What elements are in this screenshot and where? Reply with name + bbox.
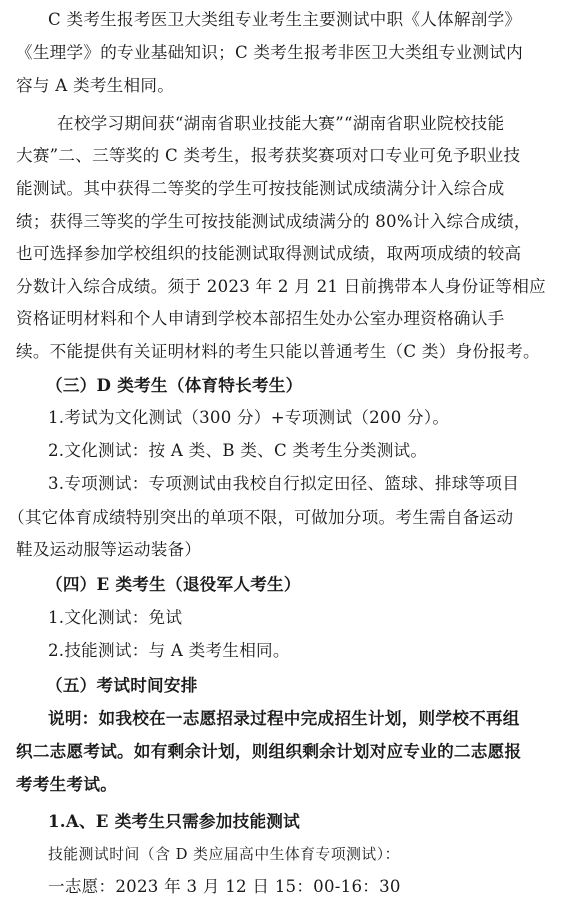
paragraph-line: 容与 A 类考生相同。 bbox=[16, 76, 175, 95]
paragraph-line: C 类考生报考医卫大类组专业考生主要测试中职《人体解剖学》 bbox=[48, 10, 522, 29]
paragraph-line: （其它体育成绩特别突出的单项不限，可做加分项。考生需自备运动 bbox=[8, 508, 514, 527]
schedule-label: 技能测试时间（含 D 类应届高中生体育专项测试）： bbox=[48, 846, 400, 863]
paragraph-line: 资格证明材料和个人申请到学校本部招生处办公室办理资格确认手 bbox=[16, 309, 505, 328]
paragraph-line: 大赛”二、三等奖的 C 类考生，报考获奖赛项对口专业可免予职业技 bbox=[16, 146, 521, 165]
note-line: 说明：如我校在一志愿招录过程中完成招生计划，则学校不再组 bbox=[48, 708, 520, 728]
paragraph-line: 也可选择参加学校组织的技能测试取得测试成绩，取两项成绩的较高 bbox=[16, 244, 522, 263]
paragraph-line: 鞋及运动服等运动装备） bbox=[16, 540, 202, 559]
list-item: 2.文化测试：按 A 类、B 类、C 类考生分类测试。 bbox=[48, 441, 428, 460]
paragraph-line: 在校学习期间获“湖南省职业技能大赛”“湖南省职业院校技能 bbox=[57, 114, 505, 133]
section-heading-schedule: （五）考试时间安排 bbox=[46, 675, 198, 695]
subheading-ae: 1.A、E 类考生只需参加技能测试 bbox=[48, 811, 300, 831]
paragraph-line: 绩；获得三等奖的学生可按技能测试成绩满分的 80%计入综合成绩， bbox=[16, 212, 531, 231]
paragraph-line: 续。不能提供有关证明材料的考生只能以普通考生（C 类）身份报考。 bbox=[16, 342, 540, 361]
section-heading-d: （三）D 类考生（体育特长考生） bbox=[46, 375, 303, 395]
list-item: 3.专项测试：专项测试由我校自行拟定田径、篮球、排球等项目 bbox=[48, 474, 520, 493]
list-item: 2.技能测试：与 A 类考生相同。 bbox=[48, 641, 290, 660]
paragraph-line: 《生理学》的专业基础知识；C 类考生报考非医卫大类组专业测试内 bbox=[16, 43, 523, 62]
paragraph-line: 分数计入综合成绩。须于 2023 年 2 月 21 日前携带本人身份证等相应 bbox=[16, 277, 546, 296]
paragraph-line: 能测试。其中获得二等奖的学生可按技能测试成绩满分计入综合成 bbox=[16, 179, 505, 198]
list-item: 1.考试为文化测试（300 分）+专项测试（200 分）。 bbox=[48, 408, 450, 427]
note-line: 考考生考试。 bbox=[16, 774, 118, 794]
schedule-time: 一志愿：2023 年 3 月 12 日 15：00-16：30 bbox=[48, 877, 401, 896]
list-item: 1.文化测试：免试 bbox=[48, 608, 183, 627]
section-heading-e: （四）E 类考生（退役军人考生） bbox=[46, 574, 301, 594]
note-line: 织二志愿考试。如有剩余计划，则组织剩余计划对应专业的二志愿报 bbox=[16, 741, 522, 761]
